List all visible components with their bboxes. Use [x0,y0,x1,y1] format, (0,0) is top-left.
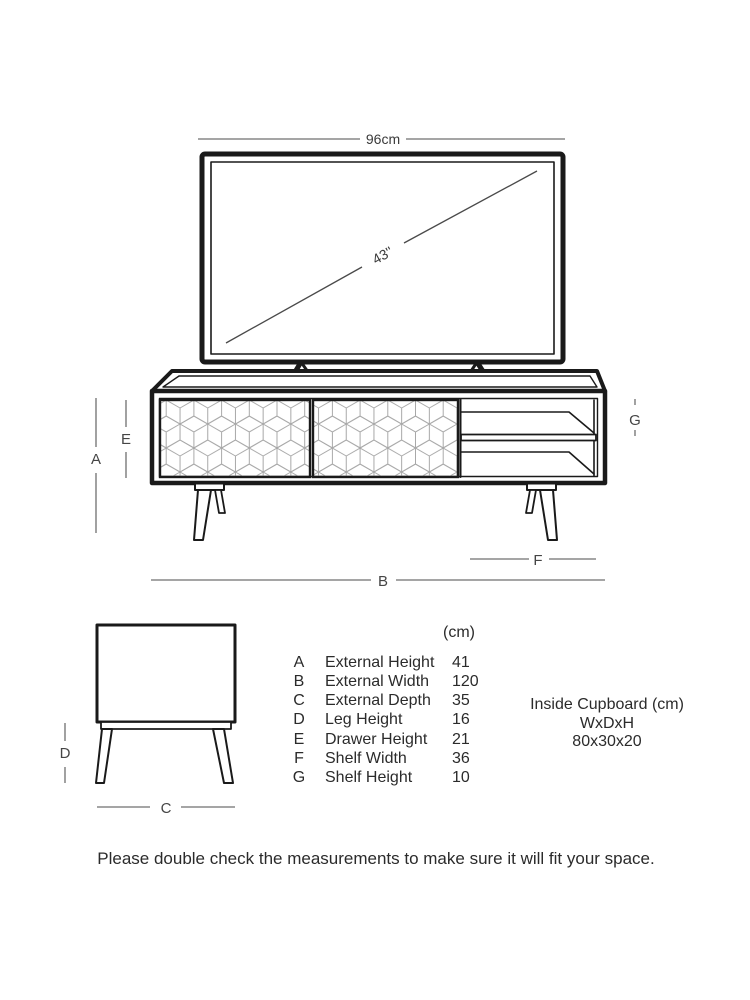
row-name: External Depth [325,692,431,709]
row-letter: D [293,711,305,728]
measurement-note: Please double check the measurements to make sure it will fit your space. [97,849,655,868]
dimension-e-label: E [120,431,132,448]
tv-diagonal-label: 43'' [369,243,396,268]
table-row [294,750,470,767]
table-row [293,692,470,709]
dimension-b [151,573,605,590]
row-letter: A [293,654,305,671]
table-unit-header: (cm) [443,624,475,641]
dimension-b-label: B [377,573,389,590]
inside-cupboard-value: 80x30x20 [572,733,642,750]
row-name: External Width [325,673,430,690]
row-letter: F [294,750,304,767]
tv-width-label: 96cm [365,131,401,147]
row-value: 36 [452,750,470,767]
inside-cupboard-title: Inside Cupboard (cm) [530,696,684,713]
row-name: External Height [325,654,435,671]
table-row [293,769,470,786]
stand-legs [194,484,557,541]
row-name: Drawer Height [325,731,428,748]
dimension-c [97,800,235,817]
row-letter: G [292,769,306,786]
table-row [294,654,470,671]
table-row [294,673,479,690]
measurements-table [293,624,479,786]
row-name: Shelf Height [325,769,413,786]
dimension-d-label: D [59,745,71,762]
dimension-a [91,398,101,533]
row-value: 120 [452,673,479,690]
row-letter: B [293,673,305,690]
row-name: Shelf Width [325,750,407,767]
dimension-g [629,399,641,436]
row-value: 10 [452,769,470,786]
dimension-a-label: A [90,451,102,468]
dimension-f-label: F [533,552,543,569]
dimension-d [60,723,71,783]
row-name: Leg Height [325,711,403,728]
table-row [293,711,470,728]
dimension-c-label: C [160,800,172,817]
row-letter: E [293,731,305,748]
row-value: 35 [452,692,470,709]
row-value: 16 [452,711,470,728]
row-letter: C [293,692,305,709]
dimension-f [470,552,596,569]
dimension-e [121,400,131,478]
drawer-front-left [160,400,310,477]
tv-drawing [202,154,563,384]
inside-cupboard-info [530,696,684,750]
dimension-g-label: G [629,412,641,429]
row-value: 41 [452,654,470,671]
tv-width-dimension [198,131,565,147]
row-value: 21 [452,731,470,748]
tv-stand-drawing [152,371,605,540]
inside-cupboard-format: WxDxH [579,715,635,732]
side-view-drawing [96,625,235,783]
table-row [294,731,470,748]
drawer-front-right [313,400,458,477]
